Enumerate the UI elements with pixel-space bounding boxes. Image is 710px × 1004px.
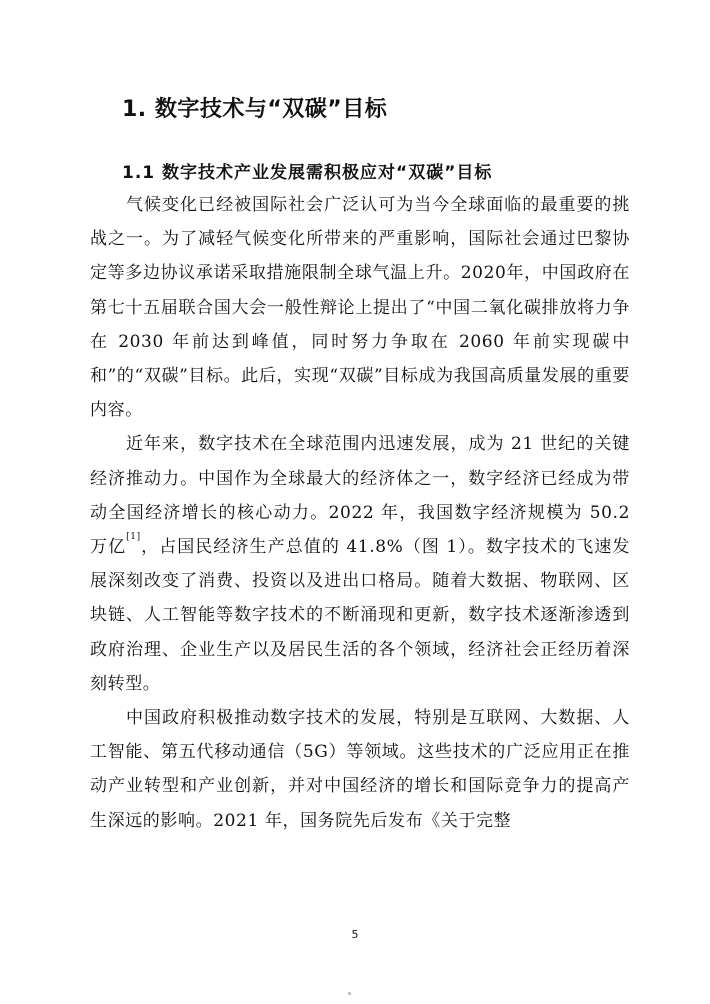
body-text — [90, 188, 630, 838]
paragraph-2-text-b: ，占国民经济生产总值的 41.8%（图 1）。数字技术的飞速发展深刻改变了消费、投资以及进出口格局。随着大数据、物联网、区块链、人工智能等数字技术的不断涌现和更新，数字技术逐渐渗透到政府治理、企业生产以及居民生活的各个领域，经济社会正经历着深刻转型。 — [90, 537, 630, 694]
paragraph-2 — [90, 427, 630, 701]
paragraph-2-text-a: 近年来，数字技术在全球范围内迅速发展，成为 21 世纪的关键经济推动力。中国作为全球最大的经济体之一，数字经济已经成为带动全国经济增长的核心动力。2022 年，我国数字经济规模为 50.2 万亿 — [90, 434, 630, 558]
paragraph-1: 气候变化已经被国际社会广泛认可为当今全球面临的最重要的挑战之一。为了减轻气候变化所带来的严重影响，国际社会通过巴黎协定等多边协议承诺采取措施限制全球气温上升。2020年，中国政府在第七十五届联合国大会一般性辩论上提出了“中国二氧化碳排放将力争在 2030 年前达到峰值，同时努力争取在 2060 年前实现碳中和”的“双碳”目标。此后，实现“双碳”目标成为我国高质量发展的重要内容。 — [90, 195, 630, 421]
citation-ref[interactable]: [1] — [126, 532, 141, 543]
footer-dot — [348, 992, 351, 995]
subsection-heading: 1.1 数字技术产业发展需积极应对“双碳”目标 — [122, 163, 493, 183]
section-heading: 1. 数字技术与“双碳”目标 — [122, 97, 388, 122]
paragraph-3: 中国政府积极推动数字技术的发展，特别是互联网、大数据、人工智能、第五代移动通信（5G）等领域。这些技术的广泛应用正在推动产业转型和产业创新，并对中国经济的增长和国际竞争力的提高产生深远的影响。2021 年，国务院先后发布《关于完整 — [90, 708, 630, 831]
page-number: 5 — [351, 928, 359, 941]
